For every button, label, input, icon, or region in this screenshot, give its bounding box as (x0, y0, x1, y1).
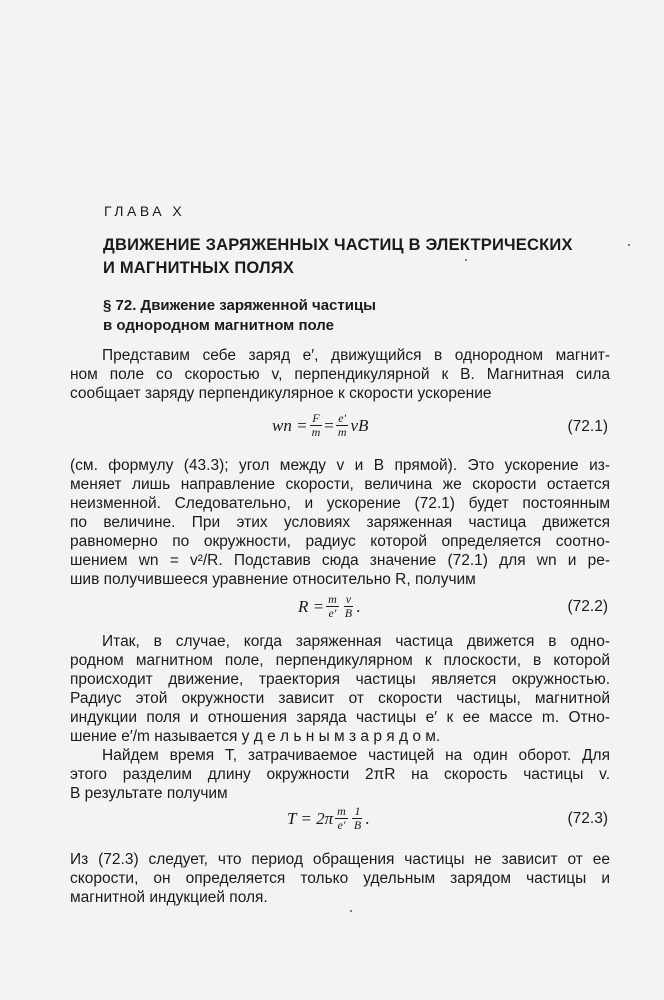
paragraph-1 (70, 346, 610, 403)
text-line: Найдем время T, затрачиваемое частицей на один оборот. Для (102, 747, 610, 764)
text-line: родном магнитном поле, перпендикулярном к плоскости, в которой (70, 652, 610, 669)
equation-72-3 (287, 805, 369, 832)
fraction: $\frac{1}{B}$ (353, 804, 362, 832)
period: . (365, 808, 370, 828)
fraction: $\frac{m}{e'}$ (337, 804, 346, 832)
text-line: Радиус этой окружности зависит от скорости частицы, магнитной (70, 690, 610, 707)
equation-72-2 (298, 593, 360, 620)
fraction: $\frac{v}{B}$ (344, 592, 353, 620)
text-line: индукции поля и отношения заряда частицы e′ к ее массе m. Отно- (70, 709, 610, 726)
text-line: шение e′/m называется у д е л ь н ы м з а р я д о м. (70, 728, 441, 745)
text-line: меняет лишь направление скорости, величина же скорости остается (70, 476, 610, 493)
text-line: шив получившееся уравнение относительно R, получим (70, 571, 476, 588)
chapter-label: ГЛАВА X (104, 203, 186, 219)
equation-lhs: R = (298, 596, 325, 616)
text-line: (см. формулу (43.3); угол между v и B прямой). Это ускорение из- (70, 457, 610, 474)
text-line: неизменной. Следовательно, и ускорение (72.1) будет постоянным (70, 495, 610, 512)
text-line: В результате получим (70, 785, 228, 802)
section-heading-line: в однородном магнитном поле (103, 317, 334, 334)
fraction: $\frac{m}{e'}$ (328, 592, 337, 620)
scan-speck (350, 910, 352, 912)
paragraph-3 (70, 632, 610, 746)
section-heading-line: § 72. Движение заряженной частицы (103, 297, 376, 314)
text-line: по величине. При этих условиях заряженная частица движется (70, 514, 610, 531)
text-line: сообщает заряду перпендикулярное к скорости ускорение (70, 385, 492, 402)
equation-number: (72.2) (567, 598, 608, 615)
chapter-title-line: ДВИЖЕНИЕ ЗАРЯЖЕННЫХ ЧАСТИЦ В ЭЛЕКТРИЧЕСКИХ (103, 236, 573, 254)
paragraph-4 (70, 746, 610, 803)
equals-sign: = (324, 415, 334, 435)
equation-72-1 (272, 412, 368, 439)
text-line: происходит движение, траектория частицы является окружностью. (70, 671, 610, 688)
chapter-title (103, 234, 623, 280)
text-line: Из (72.3) следует, что период обращения частицы не зависит от ее (70, 851, 610, 868)
text-line: этого разделим длину окружности 2πR на скорость частицы v. (70, 766, 610, 783)
equation-lhs: T = 2π (287, 808, 334, 828)
text-line: ном поле со скоростью v, перпендикулярной к B. Магнитная сила (70, 366, 610, 383)
fraction: $\frac{F}{m}$ (311, 411, 321, 439)
equation-lhs: wn = (272, 415, 308, 435)
period: . (356, 596, 361, 616)
equation-number: (72.1) (567, 418, 608, 435)
text-line: Итак, в случае, когда заряженная частица движется в одно- (102, 633, 610, 650)
section-heading (103, 296, 523, 336)
text-line: равномерно по окружности, радиус которой определяется соотно- (70, 533, 610, 550)
scan-speck (465, 259, 467, 261)
chapter-title-line: И МАГНИТНЫХ ПОЛЯХ (103, 259, 295, 277)
text-line: шением wn = v²/R. Подставив сюда значение (72.1) для wn и ре- (70, 552, 610, 569)
paragraph-5 (70, 850, 610, 907)
text-line: скорости, он определяется только удельным зарядом частицы и (70, 870, 610, 887)
scan-speck (628, 244, 630, 246)
fraction: $\frac{e'}{m}$ (337, 411, 347, 439)
equation-number: (72.3) (567, 810, 608, 827)
text-line: магнитной индукцией поля. (70, 889, 268, 906)
paragraph-2 (70, 456, 610, 589)
text-line: Представим себе заряд e′, движущийся в однородном магнит- (102, 347, 610, 364)
equation-rhs: vB (350, 415, 369, 435)
